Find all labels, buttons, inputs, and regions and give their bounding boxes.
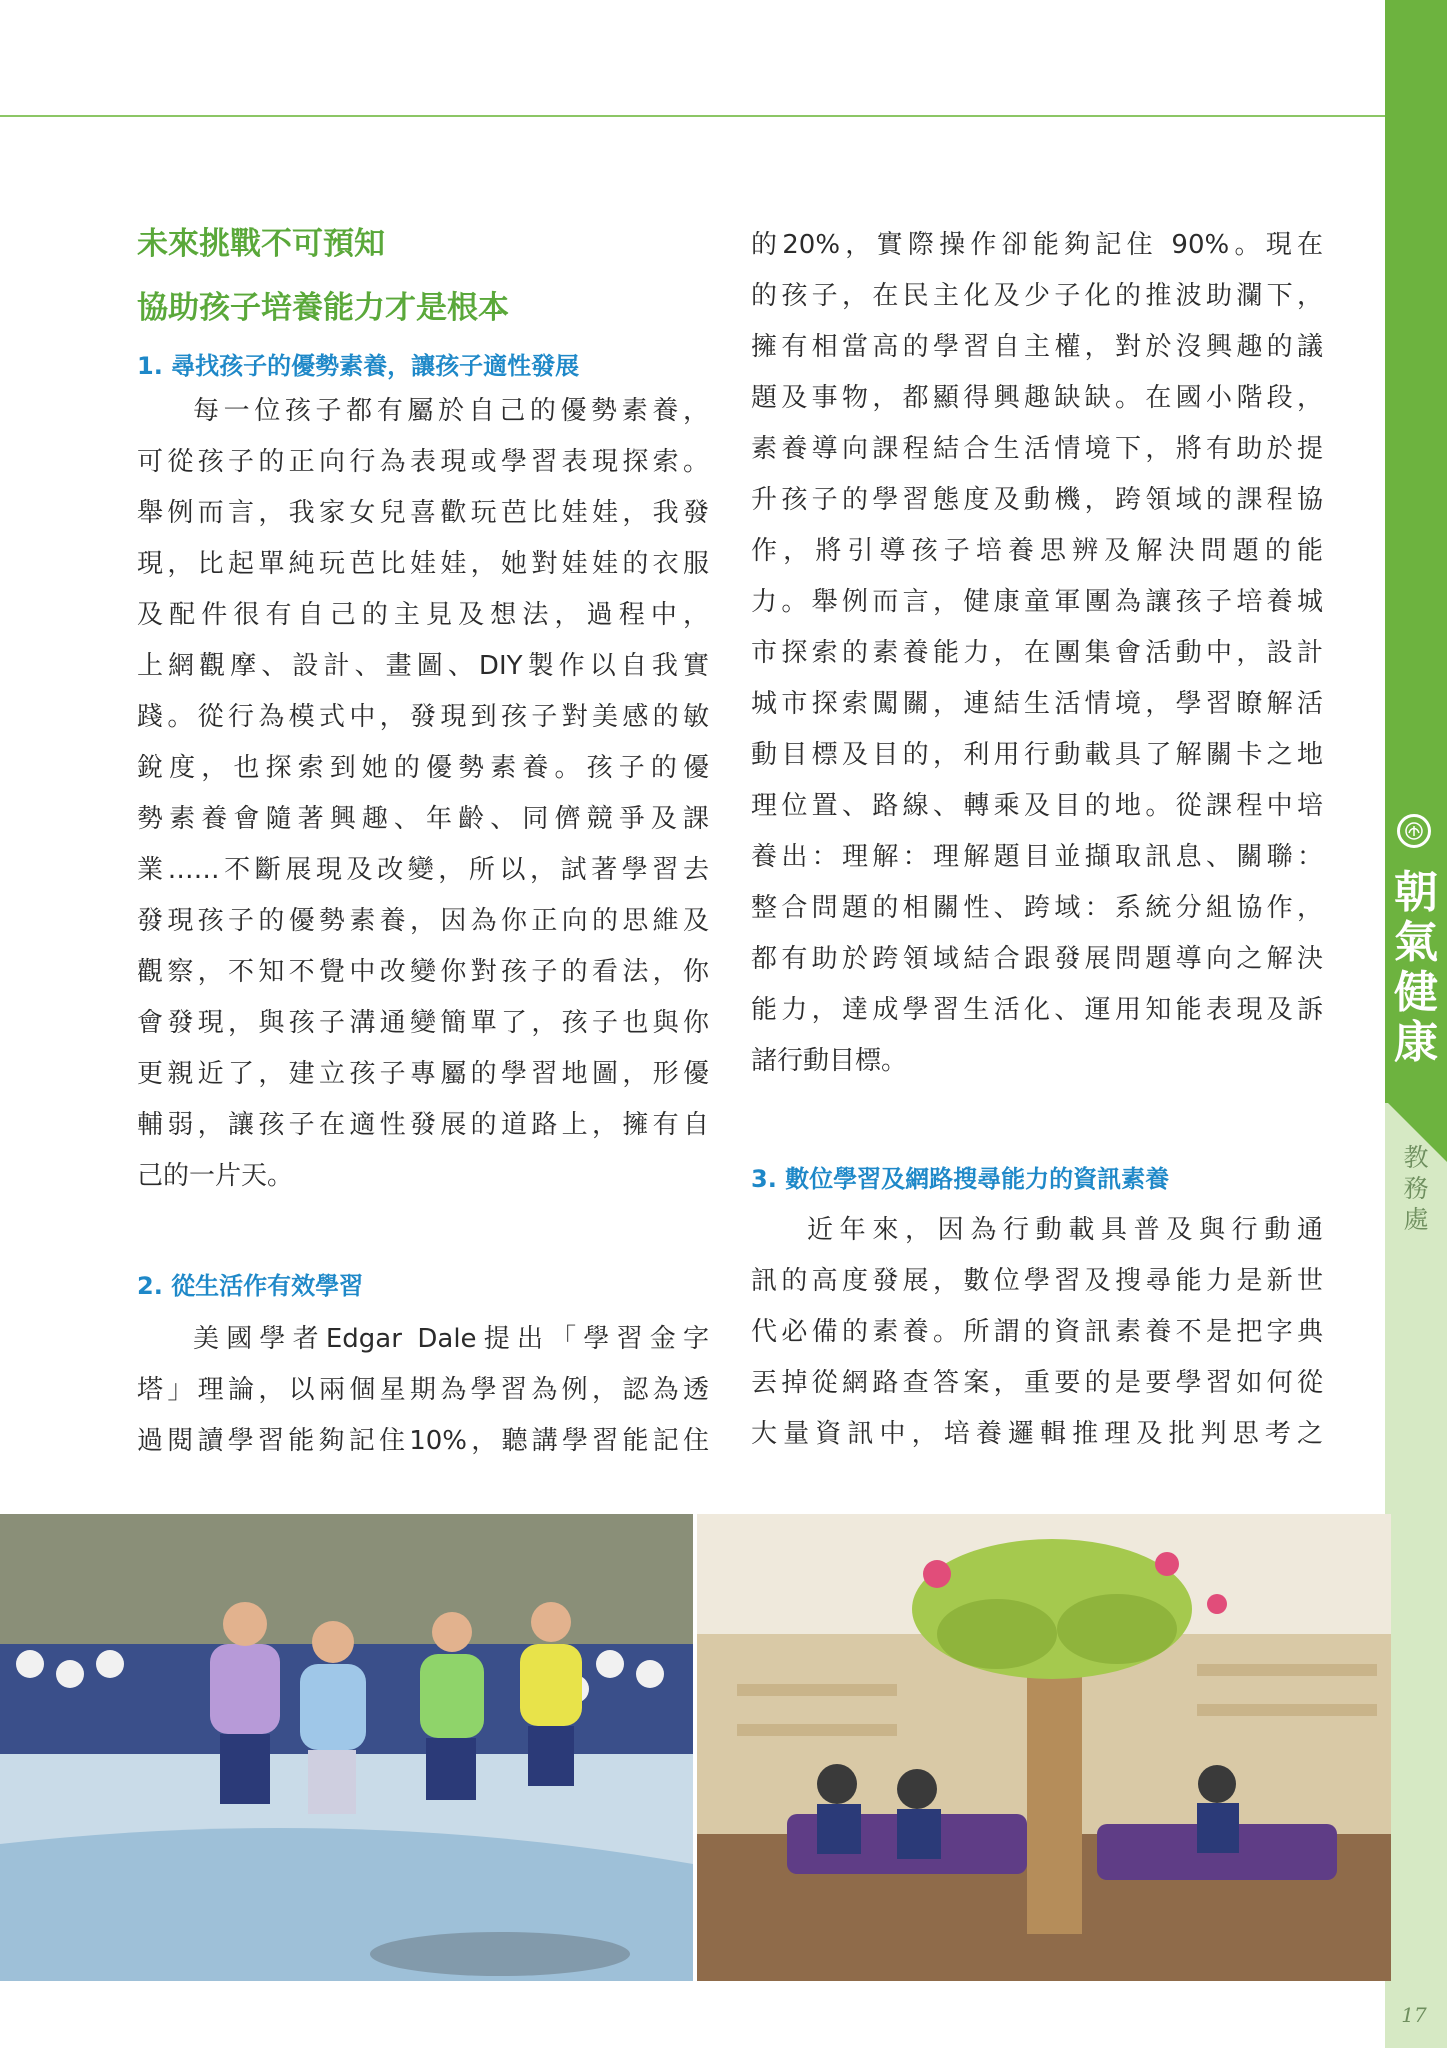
- text-line: 作，將引導孩子培養思辨及解決問題的能: [751, 536, 1323, 566]
- text-line: 踐。從行為模式中，發現到孩子對美感的敏: [137, 702, 709, 732]
- sidebar-dept-char: 教: [1403, 1143, 1429, 1172]
- text-line: 都有助於跨領域結合跟發展問題導向之解決: [751, 944, 1323, 974]
- text-line: 輔弱，讓孩子在適性發展的道路上，擁有自: [137, 1110, 709, 1140]
- text-line: 城市探索闖關，連結生活情境，學習瞭解活: [751, 689, 1323, 719]
- text-line: 理位置、路線、轉乘及目的地。從課程中培: [751, 791, 1323, 821]
- sidebar-dept-char: 務: [1403, 1174, 1429, 1203]
- text-line: 發現孩子的優勢素養，因為你正向的思維及: [137, 906, 709, 936]
- sidebar-dept-char: 處: [1403, 1205, 1429, 1234]
- sidebar-title-char: 氣: [1394, 917, 1438, 968]
- school-emblem-icon: [1397, 814, 1431, 848]
- text-line: 訊的高度發展，數位學習及搜尋能力是新世: [751, 1266, 1323, 1296]
- text-line: 大量資訊中，培養邏輯推理及批判思考之: [751, 1419, 1323, 1449]
- text-line: 塔」理論，以兩個星期為學習為例，認為透: [137, 1375, 709, 1405]
- article-heading: [137, 220, 709, 332]
- text-line: 題及事物，都顯得興趣缺缺。在國小階段，: [751, 383, 1323, 413]
- text-line: 及配件很有自己的主見及想法，過程中，: [137, 600, 709, 630]
- text-line: 上網觀摩、設計、畫圖、DIY製作以自我實: [137, 651, 709, 681]
- heading-line: 協助孩子培養能力才是根本: [137, 290, 509, 326]
- text-line: 可從孩子的正向行為表現或學習表現探索。: [137, 447, 709, 477]
- text-line: 代必備的素養。所謂的資訊素養不是把字典: [751, 1317, 1323, 1347]
- text-line: 養出：理解：理解題目並擷取訊息、關聯：: [751, 842, 1323, 872]
- text-line: 業……不斷展現及改變，所以，試著學習去: [137, 855, 709, 885]
- text-line: 的20%，實際操作卻能夠記住 90%。現在: [751, 230, 1323, 260]
- right-column: [751, 220, 1323, 1460]
- text-line: 動目標及目的，利用行動載具了解關卡之地: [751, 740, 1323, 770]
- section-3-body: [751, 1205, 1323, 1460]
- text-line: 過閱讀學習能夠記住10%，聽講學習能記住: [137, 1426, 709, 1456]
- sidebar-title: [1385, 868, 1447, 1068]
- text-line: 現，比起單純玩芭比娃娃，她對娃娃的衣服: [137, 549, 709, 579]
- left-column: [137, 220, 709, 1467]
- text-line: 近年來，因為行動載具普及與行動通: [807, 1215, 1323, 1245]
- text-line: 觀察，不知不覺中改變你對孩子的看法，你: [137, 957, 709, 987]
- text-line: 諸行動目標。: [751, 1046, 908, 1076]
- text-line: 丟掉從網路查答案，重要的是要學習如何從: [751, 1368, 1323, 1398]
- sidebar-title-char: 康: [1394, 1017, 1438, 1068]
- heading-line: 未來挑戰不可預知: [137, 226, 385, 262]
- top-divider: [0, 115, 1385, 117]
- text-line: 會發現，與孩子溝通變簡單了，孩子也與你: [137, 1008, 709, 1038]
- text-line: 市探索的素養能力，在團集會活動中，設計: [751, 638, 1323, 668]
- sidebar-band-light: [1385, 1103, 1447, 2048]
- text-line: 整合問題的相關性、跨域：系統分組協作，: [751, 893, 1323, 923]
- text-line: 素養導向課程結合生活情境下，將有助於提: [751, 434, 1323, 464]
- section-1-title: 1. 尋找孩子的優勢素養，讓孩子適性發展: [137, 352, 580, 380]
- text-line: 的孩子，在民主化及少子化的推波助瀾下，: [751, 281, 1323, 311]
- section-2-continued: [751, 220, 1323, 1087]
- sidebar-title-char: 朝: [1394, 867, 1438, 918]
- text-line: 每一位孩子都有屬於自己的優勢素養，: [193, 396, 709, 426]
- section-2-body: [137, 1314, 709, 1467]
- text-line: 美國學者Edgar Dale提出「學習金字: [193, 1324, 709, 1354]
- text-line: 銳度，也探索到她的優勢素養。孩子的優: [137, 753, 709, 783]
- relay-race-photo: [0, 1514, 693, 1981]
- text-line: 己的一片天。: [137, 1161, 294, 1191]
- relay-race-illustration: [0, 1514, 693, 1981]
- sidebar-title-char: 健: [1394, 967, 1438, 1018]
- library-photo: [697, 1514, 1391, 1981]
- sidebar-department: [1385, 1142, 1447, 1235]
- text-line: 能力，達成學習生活化、運用知能表現及訴: [751, 995, 1323, 1025]
- text-line: 勢素養會隨著興趣、年齡、同儕競爭及課: [137, 804, 709, 834]
- section-3-title: 3. 數位學習及網路搜尋能力的資訊素養: [751, 1165, 1170, 1193]
- library-illustration: [697, 1514, 1391, 1981]
- text-line: 力。舉例而言，健康童軍團為讓孩子培養城: [751, 587, 1323, 617]
- text-line: 更親近了，建立孩子專屬的學習地圖，形優: [137, 1059, 709, 1089]
- text-line: 擁有相當高的學習自主權，對於沒興趣的議: [751, 332, 1323, 362]
- text-line: 升孩子的學習態度及動機，跨領域的課程協: [751, 485, 1323, 515]
- section-2-title: 2. 從生活作有效學習: [137, 1272, 364, 1300]
- section-1-body: [137, 386, 709, 1202]
- text-line: 舉例而言，我家女兒喜歡玩芭比娃娃，我發: [137, 498, 709, 528]
- page-number: 17: [1401, 2003, 1427, 2027]
